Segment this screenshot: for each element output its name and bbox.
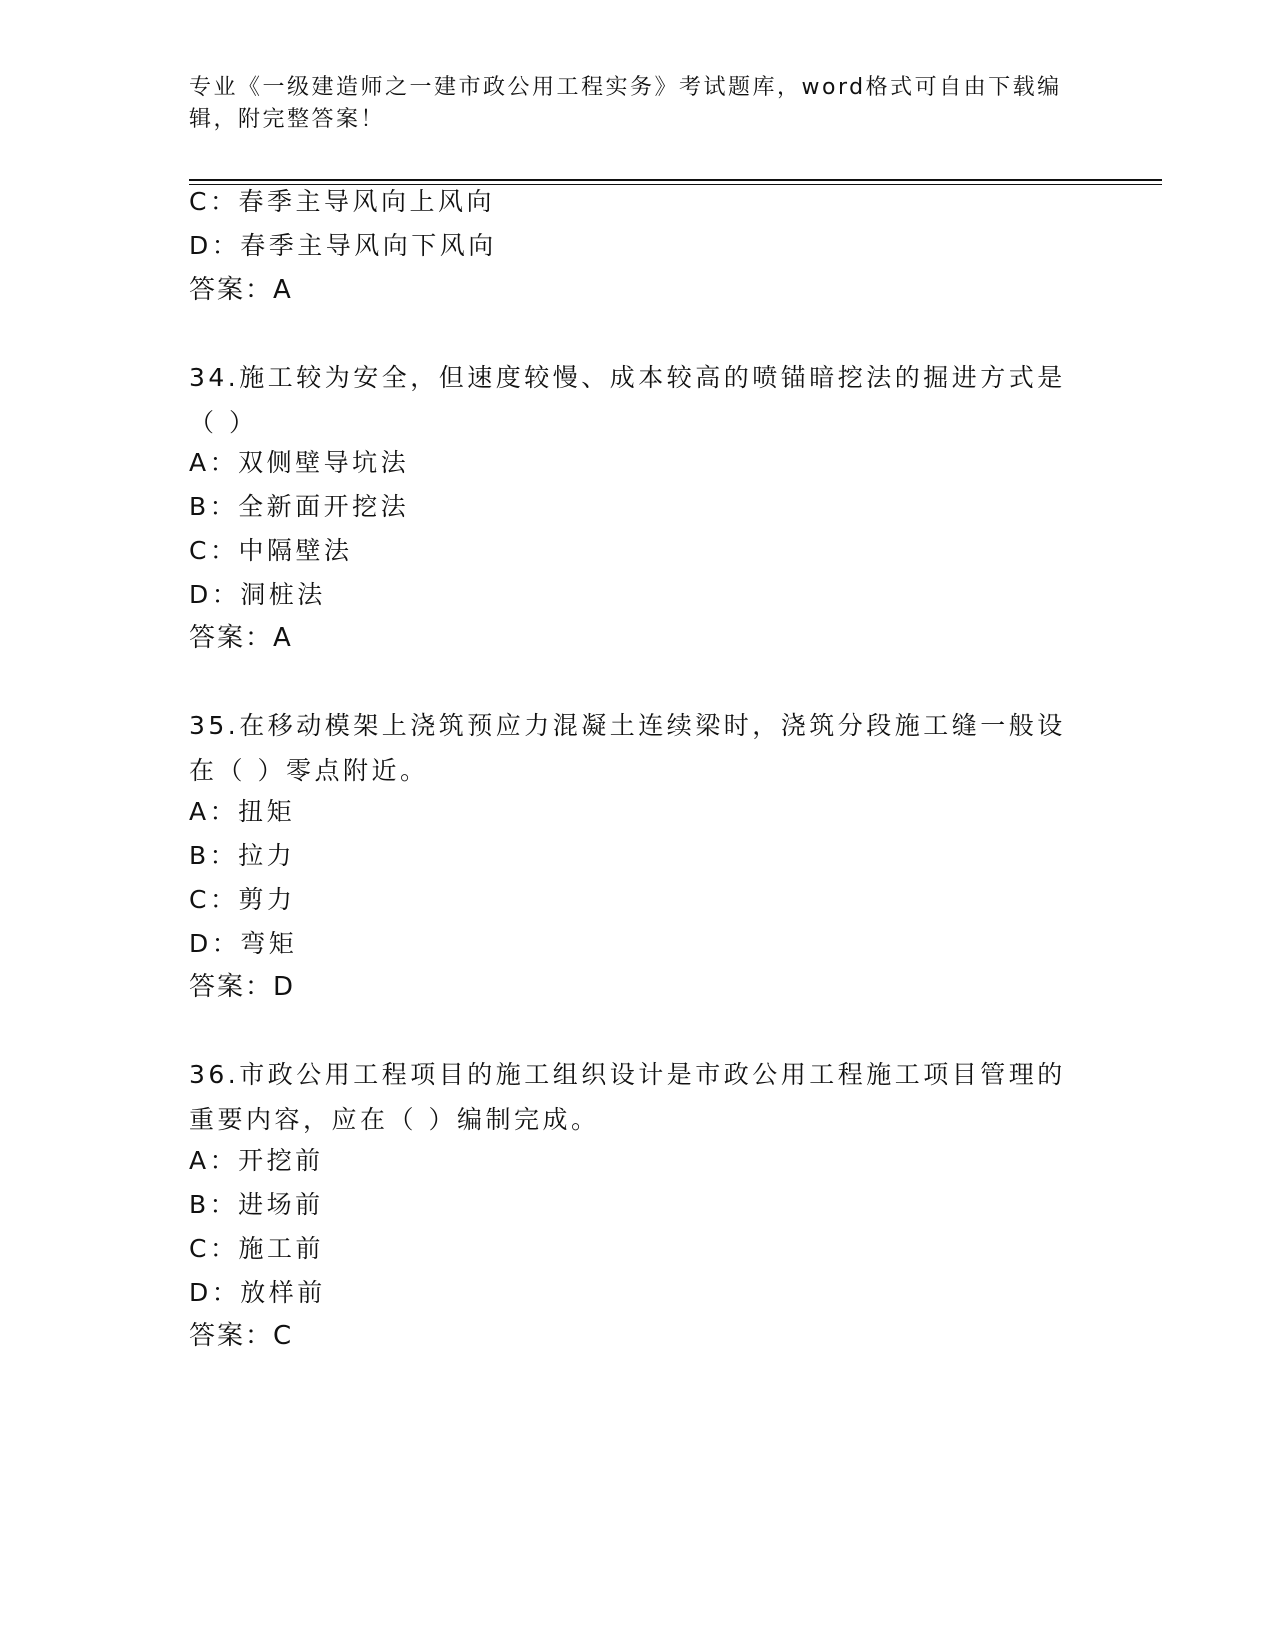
option-a: A：扭矩 bbox=[189, 797, 296, 826]
question-stem: 36.市政公用工程项目的施工组织设计是市政公用工程施工项目管理的重要内容，应在（ ）编制完成。 bbox=[189, 1060, 1066, 1134]
answer-line: 答案：A bbox=[189, 623, 293, 653]
question-stem: 35.在移动模架上浇筑预应力混凝土连续梁时，浇筑分段施工缝一般设在（ ）零点附近。 bbox=[189, 711, 1066, 785]
option-b: B：进场前 bbox=[189, 1190, 324, 1219]
document-header: 专业《一级建造师之一建市政公用工程实务》考试题库，word格式可自由下载编辑，附完整答案！ bbox=[189, 75, 1062, 132]
option-a: A：开挖前 bbox=[189, 1146, 324, 1175]
option-c: C：春季主导风向上风向 bbox=[189, 187, 495, 216]
option-b: B：拉力 bbox=[189, 841, 296, 870]
option-d: D：弯矩 bbox=[189, 929, 298, 958]
header-divider-thick bbox=[189, 179, 1162, 181]
header-divider-thin bbox=[189, 184, 1162, 185]
question-stem: 34.施工较为安全，但速度较慢、成本较高的喷锚暗挖法的掘进方式是（ ） bbox=[189, 363, 1066, 437]
option-c: C：施工前 bbox=[189, 1234, 324, 1263]
option-c: C：剪力 bbox=[189, 885, 296, 914]
answer-line: 答案：D bbox=[189, 972, 296, 1002]
option-d: D：春季主导风向下风向 bbox=[189, 231, 497, 260]
option-c: C：中隔壁法 bbox=[189, 536, 353, 565]
option-b: B：全新面开挖法 bbox=[189, 492, 410, 521]
answer-line: 答案：A bbox=[189, 275, 293, 305]
option-d: D：洞桩法 bbox=[189, 580, 326, 609]
answer-line: 答案：C bbox=[189, 1321, 294, 1351]
option-d: D：放样前 bbox=[189, 1278, 326, 1307]
option-a: A：双侧壁导坑法 bbox=[189, 448, 410, 477]
